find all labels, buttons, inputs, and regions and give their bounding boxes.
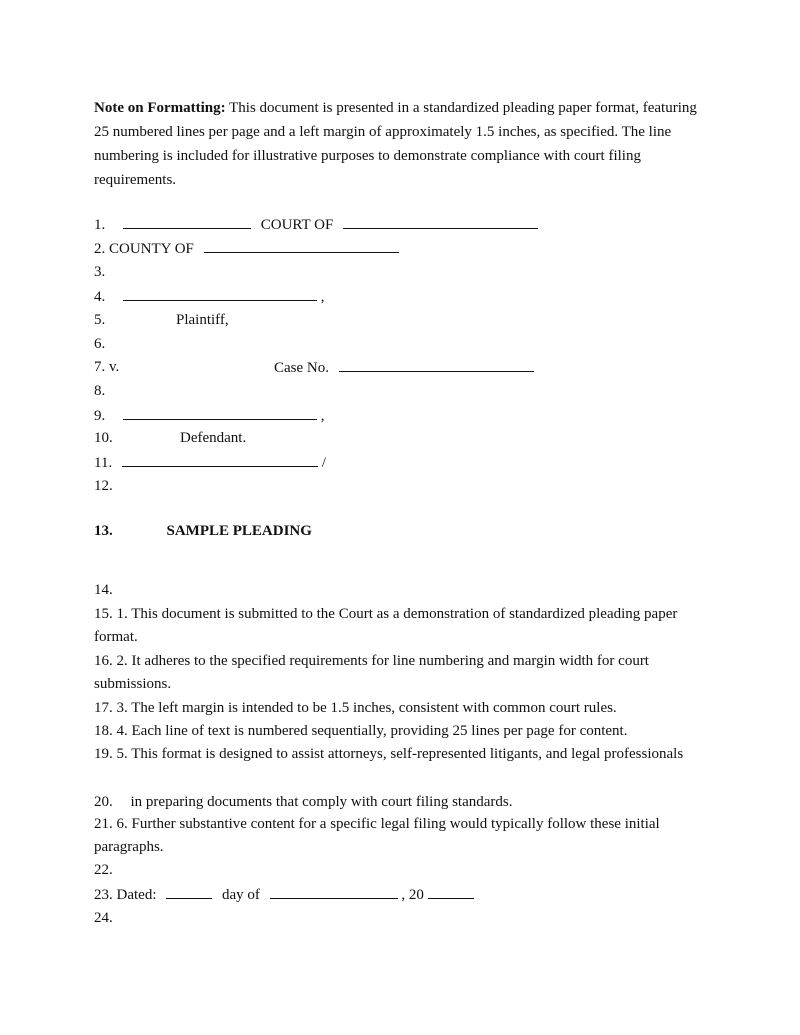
line-number: 1. <box>94 217 106 233</box>
defendant-comma: , <box>320 408 325 424</box>
caption-line-5: 5. <box>94 312 106 328</box>
paragraph-4: 18. 4. Each line of text is numbered sequentially, providing 25 lines per page for content. <box>94 723 628 739</box>
body-line-14: 14. <box>94 582 113 598</box>
caption-line-1 <box>94 214 538 235</box>
caption-line-4 <box>94 286 325 307</box>
line-number: 11. <box>94 455 113 471</box>
county-of-label: 2. COUNTY OF <box>94 241 194 257</box>
year-blank <box>428 884 474 899</box>
dated-label: 23. Dated: <box>94 887 157 903</box>
day-blank <box>166 884 212 899</box>
year-prefix: , 20 <box>401 887 424 903</box>
body-line-24: 24. <box>94 910 113 926</box>
line-number: 4. <box>94 289 106 305</box>
caption-line-10: 10. <box>94 430 113 446</box>
formatting-note <box>94 96 714 192</box>
paragraph-1: 15. 1. This document is submitted to the Court as a demonstration of standardized pleading paper format. <box>94 606 678 645</box>
plaintiff-comma: , <box>320 289 325 305</box>
note-text: This document is presented in a standardized pleading paper format, featuring 25 numbered lines per page and a left margin of approximately 1.5 inches, as specified. The line numbering is included for illustrative purposes to demonstrate compliance with court filing requirements. <box>94 100 697 188</box>
heading-title: SAMPLE PLEADING <box>166 523 312 539</box>
paragraph-2: 16. 2. It adheres to the specified requirements for line numbering and margin width for court submissions. <box>94 653 649 692</box>
caption-line-6: 6. <box>94 336 106 352</box>
day-of-label: day of <box>221 887 260 903</box>
defendant-name-blank <box>123 405 317 420</box>
paragraph-5: 19. 5. This format is designed to assist attorneys, self-represented litigants, and legal professionals <box>94 746 684 762</box>
county-blank <box>204 238 399 253</box>
heading-number: 13. <box>94 523 113 539</box>
body-line-20 <box>94 792 513 812</box>
case-number-blank <box>339 357 534 372</box>
paragraph-3: 17. 3. The left margin is intended to be 1.5 inches, consistent with common court rules. <box>94 700 617 716</box>
caption-end-blank <box>122 452 318 467</box>
plaintiff-label: Plaintiff, <box>176 312 229 328</box>
note-label: Note on Formatting: <box>94 100 226 116</box>
month-blank <box>270 884 398 899</box>
court-name-blank <box>123 214 251 229</box>
body-line-22: 22. <box>94 862 113 878</box>
defendant-label: Defendant. <box>180 430 247 446</box>
caption-line-7: 7. v. <box>94 359 120 375</box>
case-no-label: Case No. <box>274 360 329 376</box>
dated-line <box>94 884 474 905</box>
line-number: 9. <box>94 408 106 424</box>
caption-line-12: 12. <box>94 478 113 494</box>
paragraph-6: 21. 6. Further substantive content for a specific legal filing would typically follow these initial paragraphs. <box>94 816 660 855</box>
caption-slash: / <box>321 455 326 471</box>
paragraph-5-continued: in preparing documents that comply with court filing standards. <box>130 794 513 810</box>
court-of-label: COURT OF <box>260 217 334 233</box>
court-jurisdiction-blank <box>343 214 538 229</box>
caption-line-2 <box>94 238 399 259</box>
case-number-row <box>274 357 534 378</box>
line-number: 20. <box>94 794 113 810</box>
caption-line-11 <box>94 452 326 473</box>
caption-line-9 <box>94 405 325 426</box>
plaintiff-name-blank <box>123 286 317 301</box>
pleading-heading <box>94 523 312 540</box>
caption-line-8: 8. <box>94 383 106 399</box>
caption-line-3: 3. <box>94 264 106 280</box>
